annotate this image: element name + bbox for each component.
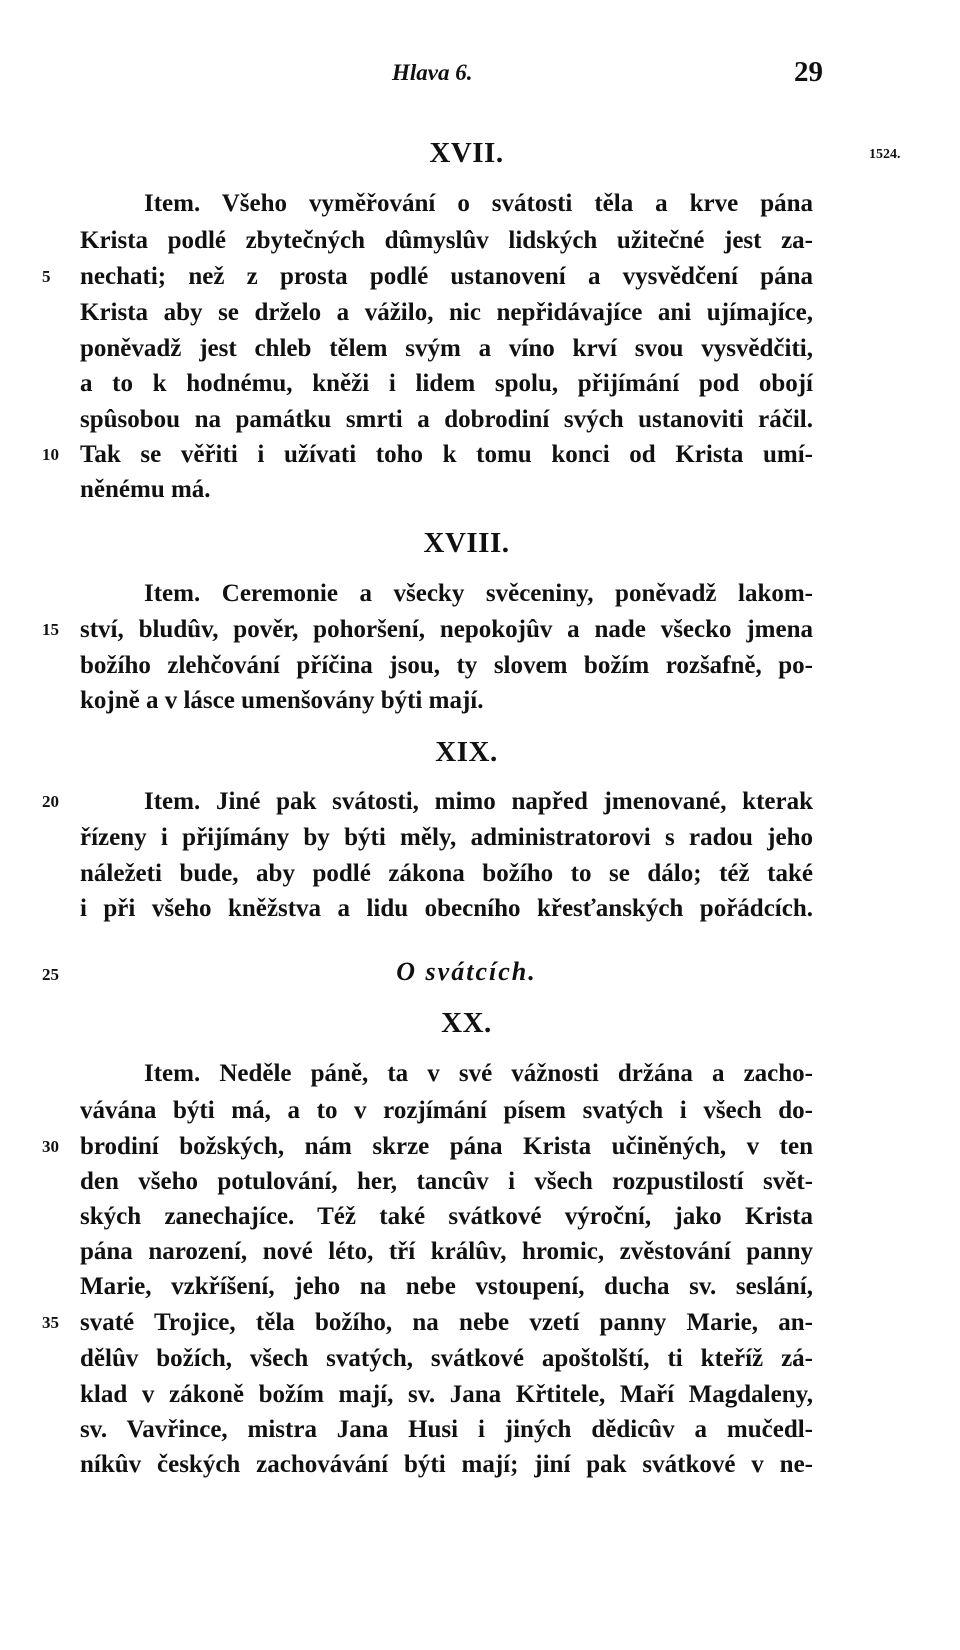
line-number: 30	[42, 1137, 59, 1156]
text-line: Marie, vzkříšení, jeho na nebe vstoupení, ducha sv. seslání,	[80, 1273, 813, 1300]
line-number: 35	[42, 1313, 59, 1332]
text-line: svaté Trojice, těla božího, na nebe vzetí panny Marie, an-	[80, 1309, 813, 1336]
text-line: Krista podlé zbytečných dûmyslûv lidských užitečné jest za-	[80, 227, 813, 254]
text-line: i při všeho kněžstva a lidu obecního křesťanských pořádcích.	[80, 895, 813, 922]
text-line: vávána býti má, a to v rozjímání písem svatých i všech do-	[80, 1097, 813, 1124]
text-line: klad v zákoně božím mají, sv. Jana Křtitele, Maří Magdaleny,	[80, 1381, 813, 1408]
subheading-o-svatcich: O svátcích.	[396, 957, 537, 986]
text-line: Item. Neděle páně, ta v své vážnosti držána a zacho-	[144, 1060, 813, 1087]
text-line: Item. Jiné pak svátosti, mimo napřed jmenované, kterak	[144, 788, 813, 815]
text-line: den všeho potulování, her, tancûv i všech rozpustilostí svět-	[80, 1168, 813, 1195]
text-line: kojně a v lásce umenšovány býti mají.	[80, 687, 484, 714]
running-head: Hlava 6.	[392, 60, 473, 85]
text-line: nechati; než z prosta podlé ustanovení a vysvědčení pána	[80, 263, 813, 290]
text-line: spûsobou na památku smrti a dobrodiní svých ustanoviti ráčil.	[80, 406, 813, 433]
line-number: 25	[42, 965, 59, 984]
text-line: Krista aby se drželo a vážilo, nic nepřidávajíce ani ujímajíce,	[80, 299, 813, 326]
text-line: sv. Vavřince, mistra Jana Husi i jiných dědicûv a mučedl-	[80, 1416, 813, 1443]
text-line: ských zanechajíce. Též také svátkové výroční, jako Krista	[80, 1203, 813, 1230]
text-line: řízeny i přijímány by býti měly, administratorovi s radou jeho	[80, 824, 813, 851]
text-line: pána narození, nové léto, tří králûv, hromic, zvěstování panny	[80, 1238, 813, 1265]
page-header	[0, 56, 960, 96]
text-line: níkûv českých zachovávání býti mají; jiní pak svátkové v ne-	[80, 1451, 813, 1478]
text-line: božího zlehčování příčina jsou, ty slovem božím rozšafně, po-	[80, 652, 813, 679]
text-line: náležeti bude, aby podlé zákona božího to se dálo; též také	[80, 860, 813, 887]
text-line: něnému má.	[80, 476, 211, 503]
section-heading-xviii: XVIII.	[423, 527, 510, 559]
margin-year: 1524.	[869, 147, 901, 162]
section-heading-xix: XIX.	[435, 736, 498, 768]
text-line: Item. Všeho vyměřování o svátosti těla a krve pána	[144, 190, 813, 217]
text-line: brodiní božských, nám skrze pána Krista učiněných, v ten	[80, 1133, 813, 1160]
line-number: 20	[42, 792, 59, 811]
text-line: ství, bludûv, pověr, pohoršení, nepokojûv a nade všecko jmena	[80, 616, 813, 643]
page-number: 29	[794, 56, 823, 88]
section-heading-xvii: XVII.	[429, 137, 504, 169]
text-line: dělûv božích, všech svatých, svátkové apoštolští, ti kteříž zá-	[80, 1345, 813, 1372]
text-line: Item. Ceremonie a všecky svěceniny, poněvadž lakom-	[144, 580, 813, 607]
line-number: 5	[42, 267, 51, 286]
text-line: a to k hodnému, kněži i lidem spolu, přijímání pod obojí	[80, 370, 813, 397]
line-number: 15	[42, 620, 59, 639]
line-number: 10	[42, 445, 59, 464]
section-heading-xx: XX.	[441, 1007, 492, 1039]
text-line: Tak se věřiti i užívati toho k tomu konci od Krista umí-	[80, 441, 813, 468]
text-line: poněvadž jest chleb tělem svým a víno krví svou vysvědčiti,	[80, 335, 813, 362]
